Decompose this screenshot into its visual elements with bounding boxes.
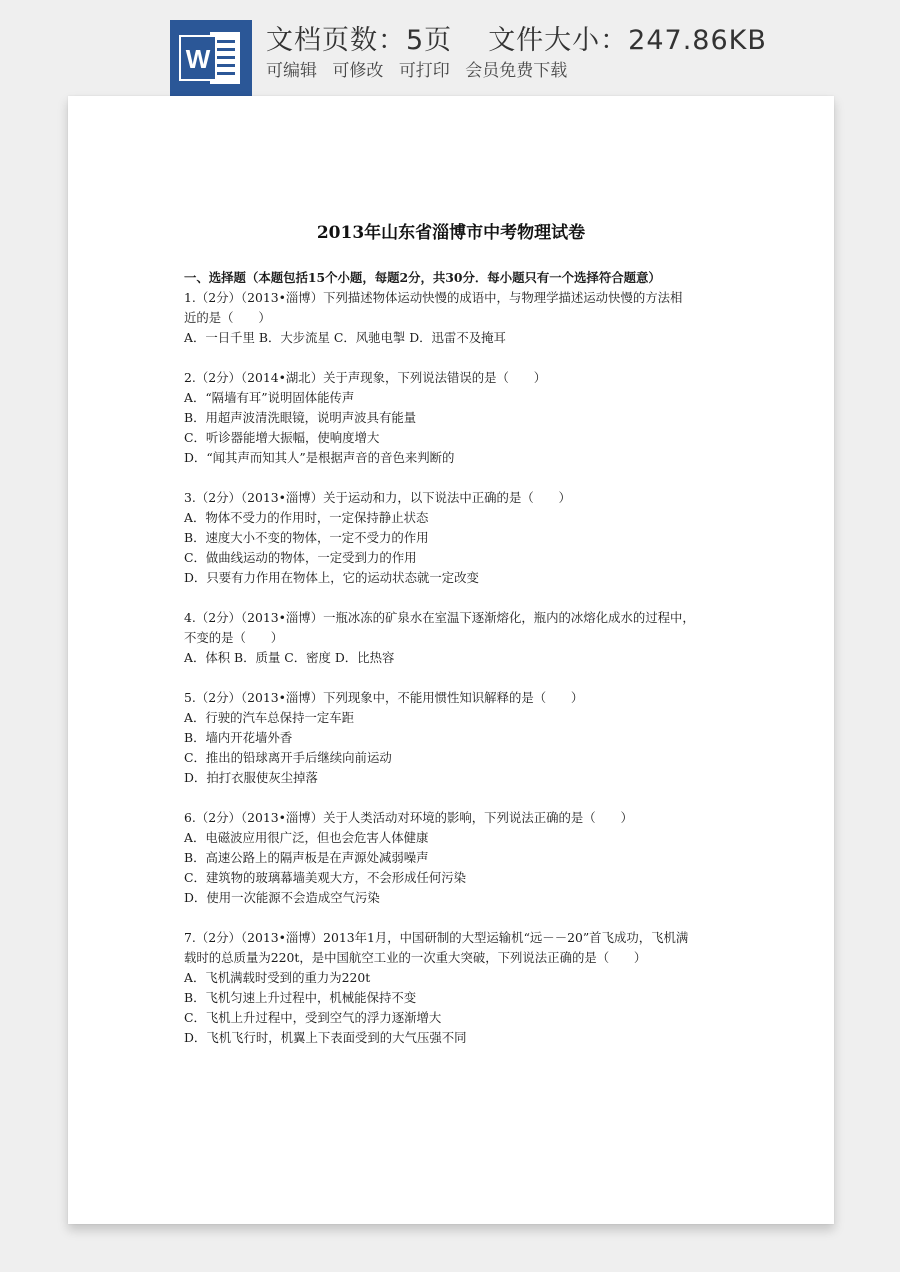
question-stem-line: 7.（2分）（2013•淄博）2013年1月，中国研制的大型运输机“远－－20”首飞成功，飞机满	[184, 930, 689, 945]
answer-option-b: B．高速公路上的隔声板是在声源处减弱噪声	[184, 850, 429, 865]
answer-option-c: C．建筑物的玻璃幕墙美观大方，不会形成任何污染	[184, 870, 467, 885]
question-3	[184, 488, 724, 588]
answer-option-b: B．飞机匀速上升过程中，机械能保持不变	[184, 990, 417, 1005]
answer-option-b: B．墙内开花墙外香	[184, 730, 293, 745]
section-heading: 一、选择题（本题包括15个小题，每题2分，共30分．每小题只有一个选择符合题意）	[184, 270, 661, 285]
answer-option-c: C．听诊器能增大振幅，使响度增大	[184, 430, 380, 445]
answer-option-b: B．用超声波清洗眼镜，说明声波具有能量	[184, 410, 417, 425]
answer-options: A．一日千里 B．大步流星 C．风驰电掣 D．迅雷不及掩耳	[184, 330, 506, 345]
word-document-icon	[170, 20, 252, 96]
document-title: 2013年山东省淄博市中考物理试卷	[316, 223, 586, 243]
answer-option-a: A．物体不受力的作用时，一定保持静止状态	[184, 510, 429, 525]
answer-option-d: D．飞机飞行时，机翼上下表面受到的大气压强不同	[184, 1030, 467, 1045]
answer-options: A．体积 B．质量 C．密度 D．比热容	[184, 650, 395, 665]
question-7	[184, 928, 724, 1048]
answer-option-d: D．只要有力作用在物体上，它的运动状态就一定改变	[184, 570, 479, 585]
question-5	[184, 688, 724, 788]
feature-member-download[interactable]: 会员免费下载	[465, 61, 568, 81]
feature-printable: 可打印	[398, 61, 450, 81]
answer-option-c: C．做曲线运动的物体，一定受到力的作用	[184, 550, 417, 565]
page-count-label: 文档页数：5页	[266, 25, 453, 56]
question-stem-line: 不变的是（ ）	[184, 630, 284, 645]
question-6	[184, 808, 724, 908]
question-stem-line: 6.（2分）（2013•淄博）关于人类活动对环境的影响，下列说法正确的是（ ）	[184, 810, 633, 825]
question-stem-line: 载时的总质量为220t，是中国航空工业的一次重大突破，下列说法正确的是（ ）	[184, 950, 647, 965]
feature-editable: 可编辑	[266, 61, 317, 81]
answer-option-a: A．电磁波应用很广泛，但也会危害人体健康	[184, 830, 429, 845]
answer-option-b: B．速度大小不变的物体，一定不受力的作用	[184, 530, 429, 545]
file-info-title	[266, 18, 767, 57]
document-body	[184, 268, 724, 1068]
question-stem-line: 近的是（ ）	[184, 310, 271, 325]
feature-modifiable: 可修改	[332, 61, 384, 81]
document-page	[68, 96, 834, 1224]
feature-list	[266, 56, 577, 81]
answer-option-d: D．“闻其声而知其人”是根据声音的音色来判断的	[184, 450, 455, 465]
answer-option-c: C．推出的铅球离开手后继续向前运动	[184, 750, 392, 765]
answer-option-a: A．“隔墙有耳”说明固体能传声	[184, 390, 355, 405]
question-stem-line: 1.（2分）（2013•淄博）下列描述物体运动快慢的成语中，与物理学描述运动快慢的方法相	[184, 290, 683, 305]
answer-option-c: C．飞机上升过程中，受到空气的浮力逐渐增大	[184, 1010, 442, 1025]
question-stem-line: 5.（2分）（2013•淄博）下列现象中，不能用惯性知识解释的是（ ）	[184, 690, 584, 705]
answer-option-d: D．拍打衣服使灰尘掉落	[184, 770, 318, 785]
question-2	[184, 368, 724, 468]
answer-option-d: D．使用一次能源不会造成空气污染	[184, 890, 380, 905]
download-banner	[0, 0, 900, 100]
question-1	[184, 288, 724, 348]
answer-option-a: A．飞机满载时受到的重力为220t	[184, 970, 371, 985]
question-4	[184, 608, 724, 668]
question-stem-line: 4.（2分）（2013•淄博）一瓶冰冻的矿泉水在室温下逐渐熔化，瓶内的冰熔化成水的过程中，	[184, 610, 695, 625]
question-stem-line: 3.（2分）（2013•淄博）关于运动和力，以下说法中正确的是（ ）	[184, 490, 571, 505]
answer-option-a: A．行驶的汽车总保持一定车距	[184, 710, 355, 725]
file-size-label: 文件大小：247.86KB	[488, 25, 767, 56]
question-stem-line: 2.（2分）（2014•湖北）关于声现象，下列说法错误的是（ ）	[184, 370, 547, 385]
svg-text:W: W	[185, 44, 211, 74]
